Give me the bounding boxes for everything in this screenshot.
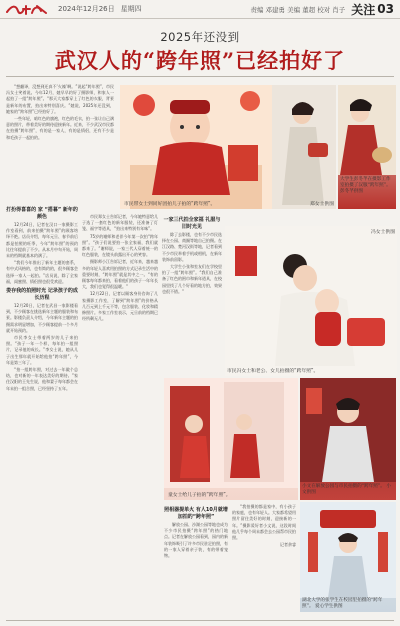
subheading: 娄存我的拍照时光 记录孩子的成长历程 [6, 288, 78, 301]
photo-baby-new-year [120, 85, 272, 209]
paragraph: 市民李女士带着两岁的儿子来拍照。“孩子一年一个样，每年拍一组照片，记录他的成长。”李女士说，她从儿子出生那年就开始给他拍“跨年照”，今年是第三年了。 [6, 335, 78, 365]
newspaper-logo [6, 3, 48, 16]
subheading: 一家三代拍全家福 礼服与旧时光见 [163, 217, 221, 230]
paragraph: “我拍摄的都是家中，有小孩子的家庭，也有年轻人。大家都希望用照片留住美好的时刻，迎接新的一年。”摄影爱好者小文说，这段时间他几乎每个周末都会去公园帮市民拍照。 [232, 504, 296, 541]
subheading: 照相器提单火 有人10月就增加拍的“跨年照” [164, 507, 228, 520]
paragraph: “拍一组跨年照，对过去一年做个总结，也对新的一年表达美好的期待。”家住汉阳的王先生说，他和妻子每年都会在年末拍一组合照，已经坚持了五年。 [6, 367, 78, 391]
park-photo-illustration [300, 378, 396, 482]
paragraph: 摄影师小江告诉记者，近年来，越来越多的年轻人喜欢用拍照的方式记录生活中的重要时刻，“跨年照”就是其中之一。“有的顾客每年都来拍，看着他们的孩子一年年长大，我们也觉得很温暖。” [82, 259, 158, 290]
photo-caption: 市民带女士到同好团拍儿子拍的“跨年照”。 [124, 202, 216, 207]
photo-campus-student [300, 502, 396, 612]
section-title: 关注 [351, 2, 376, 17]
article-column-4 [164, 504, 228, 616]
photo-woman-red-dress [272, 85, 336, 209]
headline-kicker: 2025年还没到 [160, 30, 240, 44]
photo-caption: 郑女士供图 [310, 202, 334, 207]
children-photo-illustration [164, 378, 298, 488]
article-column-5 [232, 504, 296, 616]
article-column-3 [162, 214, 222, 374]
paragraph: 12月24日，记者在汉口一家摄影工作室看到，前来拍摄“跨年照”的顾客络绎不绝。店员介绍，每年元旦、春节前后都是拍照的旺季，今年“跨年照”的预约比往年提前了不少。从本月中旬开始，周末的档期就基本约满了。 [6, 222, 78, 259]
photo-caption: 湖北大学的张学生在校园里拍摄的“跨年照”。 爱心学生供图 [302, 598, 383, 609]
logo-brush-mark [6, 3, 48, 16]
photo-hanfu-student [338, 85, 396, 209]
paragraph: 大学生小张和室友们在学校里拍了一组“跨年照”。“我们自己准备了红色的围巾和新年道具，在校园里找了几个好看的地方拍，效果也很不错。” [162, 264, 222, 294]
issue-weekday: 星期四 [120, 5, 142, 13]
page-number: 03 [377, 2, 394, 16]
photo-caption: 童女士给儿子拍的“跨年照”。 [168, 493, 231, 498]
paragraph: “想翻译，没想到还真不‘火辣’啊。”说起“跨年照”，市民冯女士笑着说。今年12月，她早早约好了摄影师，和家人一起拍了一组“跨年照”。“那天大家都穿上了红色的衣服，背景是新年的布置，拍出来特别喜庆。”她说，2025年还没到，她家的“跨年照”已经拍好了。 [6, 84, 114, 114]
photo-park-girl [300, 378, 396, 500]
issue-date: 2024年12月26日 [58, 5, 115, 13]
paragraph: 解放公园、沙湖公园等地也成为不少市民拍摄“跨年照”的热门地点。记者在解放公园看到，园内的新年装饰吸引了许多市民驻足拍照，有的一家人穿着亲子装，有的带着宠物。 [164, 522, 228, 559]
headline-rule [6, 76, 394, 77]
paragraph: 一些年轻，暗红色的旗袍，红色的毛衣，拍一张让自己满意的照片，带着美好的期待迎接新年。近来，不少武汉市民都在拍摄“跨年照”，有的是一家人，有的是情侣，还有不少是和毛孩子一起拍的。 [6, 116, 114, 140]
photo-children-door [164, 378, 298, 500]
article-column-intro [6, 84, 114, 197]
paragraph: 市民郑女士告诉记者，今年她特意给儿子选了一套红色的新年服装，还准备了灯笼、福字等道具，“拍出来特别有年味”。 [82, 214, 158, 232]
page-headline: 武汉人的“跨年照”已经拍好了 [54, 48, 346, 73]
paragraph: 12月22日，记者以顾客身份咨询了几家摄影工作室，了解到“跨年照”的价格从几百元到上千元不等，包含服装、化妆和精修照片。多家工作室表示，元旦前的档期已经所剩无几。 [82, 291, 158, 322]
paragraph: 12月20日，记者在武昌一家影楼看到，不少顾客在挑选新年主题的服装和布景。影楼负责人介绍，今年新年主题的拍摄需求明显增加，不少顾客提前一个多月就开始预约。 [6, 303, 78, 333]
subheading: 打扮得喜喜的 家 “搭暮” 新年的颜色 [6, 207, 78, 220]
byline: 记者余睿 [280, 542, 296, 548]
photo-caption: 大学生彭冬芊在摄影工作室拍摄了汉服“跨年照”。 彭冬芊供图 [340, 177, 391, 194]
family-photo-illustration [225, 226, 397, 376]
page-header [0, 0, 400, 19]
campus-photo-illustration [300, 502, 396, 598]
article-column-1 [6, 204, 78, 616]
photo-family-toddler [225, 226, 397, 376]
photo-credit: 冯女士供图 [371, 230, 395, 235]
paragraph: 除了去影楼，也有不少市民选择在公园、商圈等地自己拍摄。在江汉路、楚河汉街等地，记者看到不少市民举着手机或相机，在新年装饰前留影。 [162, 232, 222, 262]
baby-photo-illustration [120, 85, 272, 209]
paragraph: 75岁的谢师和老伴今年第一次拍“跨年照”。“孩子们说要拍一张全家福，我们就都来了。”谢师说，一家三代人穿着统一的红色服装，在镜头前露出开心的笑容。 [82, 233, 158, 258]
photo-caption: 市民冯女士和老公、女儿拍摄的“跨年照”。 [227, 369, 319, 374]
paragraph: “我们今年推出了新年主题的套系，有中式风格的，也有简约的，很多顾客会选择一家人一起拍。”店员说，除了全家福，闺蜜照、情侣照也很受欢迎。 [6, 260, 78, 284]
photo-caption: 小文在解放公园与市民拍摄的“跨年照”。 小文供图 [302, 484, 391, 495]
editors-credit: 责编 邓建勇 美编 董超 校对 肖子 [250, 5, 346, 14]
article-column-2 [82, 214, 158, 616]
hanfu-photo-illustration [338, 85, 396, 175]
page-bottom-rule [6, 620, 394, 621]
woman-photo-illustration [272, 85, 336, 209]
